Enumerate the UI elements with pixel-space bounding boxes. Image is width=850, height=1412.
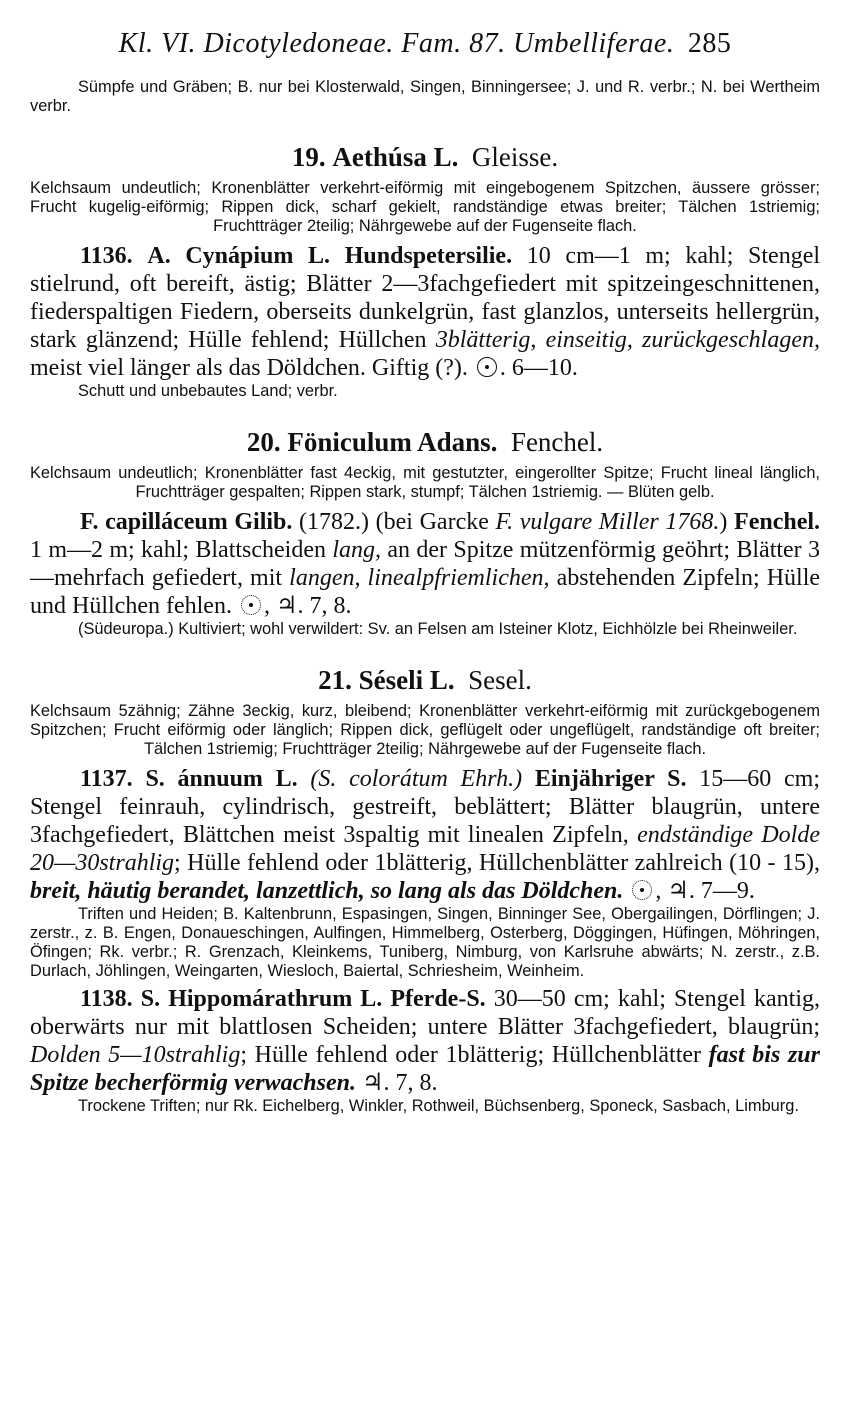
running-head bbox=[30, 28, 820, 60]
genus-description: Kelchsaum 5zähnig; Zähne 3eckig, kurz, bleibend; Kronenblätter verkehrt-eiförmig mit zurückgebogenem Spitzchen; Frucht eiförmig oder länglich; Rippen dick, geflügelt oder ungeflügelt, randständige oft breiter; Tälchen 1striemig; Fruchtträger 2teilig; Nährgewebe auf der Fugenseite flach. bbox=[30, 702, 820, 758]
species-name: A. Cynápium L. bbox=[147, 243, 331, 269]
species-text-italic: breit, häutig berandet, lanzettlich, so lang als das Döldchen. bbox=[30, 878, 624, 904]
genus-number: 19. bbox=[291, 142, 326, 172]
dotted-circle-icon bbox=[632, 880, 652, 900]
species-year: (1782.) bbox=[299, 509, 370, 535]
page bbox=[30, 28, 820, 1116]
species-text-italic: lang, bbox=[332, 537, 382, 563]
species-text-italic: 3blätterig, einseitig, zurückgeschlagen, bbox=[435, 327, 821, 353]
circle-dot-icon bbox=[477, 357, 497, 377]
species-habitat bbox=[30, 620, 820, 639]
species-text-italic: fast bis zur Spitze becherförmig verwachsen. bbox=[30, 1042, 820, 1096]
species-text: an der Spitze mützenförmig geöhrt; Blätter 3—mehrfach gefiedert, mit bbox=[30, 537, 821, 591]
habitat-text: Triften und Heiden; B. Kaltenbrunn, Espasingen, Singen, Binninger See, Obergailingen, Dörflingen; J. zerstr., z. B. Engen, Donaueschingen, Aulfingen, Himmelberg, Osterberg, Döggingen, Hüfingen, Möhringen, Öfingen; Rk. verbr.; R. Grenzach, Kleinkems, Tuniberg, Nimburg, von Karlsruhe abwärts; N. zerstr., z.B. Durlach, Jöhlingen, Weingarten, Wiesloch, Baiertal, Schriesheim, Weinheim. bbox=[30, 905, 820, 980]
genus-name: Föniculum Adans. bbox=[287, 427, 498, 457]
species-name: F. capilláceum Gilib. bbox=[80, 509, 293, 535]
species-number: 1136. bbox=[80, 243, 133, 269]
species-text-italic: Dolden 5—10strahlig bbox=[30, 1042, 241, 1068]
species-text: ; Hülle fehlend oder 1blätterig; Hüllchenblätter bbox=[240, 1042, 702, 1068]
species-number: 1138. bbox=[80, 986, 133, 1012]
habitat-text: Schutt und unbebautes Land; verbr. bbox=[78, 382, 338, 400]
species-synonym-close: ) bbox=[719, 509, 728, 535]
species-text: 10 cm—1 m; kahl; Stengel stielrund, oft bereift, ästig; Blätter 2—3fachgefiedert mit spitzeingeschnittenen, fiederspaltigen Fiedern, oberseits dunkelgrün, fast glanzlos, unterseits hellergrün, stark glänzend; Hülle fehlend; Hüllchen bbox=[30, 243, 821, 353]
species-common-name: Einjähriger S. bbox=[534, 766, 687, 792]
species-flowering: ♃. 7, 8. bbox=[361, 1070, 438, 1096]
genus-description: Kelchsaum undeutlich; Kronenblätter verkehrt-eiförmig mit eingebogenem Spitzchen, äussere grösser; Frucht kugelig-eiförmig; Rippen dick, scharf gekielt, randständige etwas breiter; Tälchen 1striemig; Fruchtträger 2teilig; Nährgewebe auf der Fugenseite flach. bbox=[30, 179, 820, 235]
species-common-name: Fenchel. bbox=[734, 509, 821, 535]
intro-habitat bbox=[30, 78, 820, 116]
genus-common-name: Sesel. bbox=[468, 665, 532, 695]
genus-number: 21. bbox=[318, 665, 352, 695]
species-flowering: , ♃. 7, 8. bbox=[263, 593, 352, 619]
genus-heading-aethusa bbox=[30, 142, 820, 173]
genus-common-name: Gleisse. bbox=[471, 142, 559, 172]
dotted-circle-icon bbox=[241, 595, 261, 615]
habitat-text: (Südeuropa.) Kultiviert; wohl verwildert: Sv. an Felsen am Isteiner Klotz, Eichhölzle bei Rheinweiler. bbox=[78, 620, 798, 638]
genus-heading-seseli bbox=[30, 665, 820, 696]
intro-text: Sümpfe und Gräben; B. nur bei Klosterwald, Singen, Binningersee; J. und R. verbr.; N. bei Wertheim verbr. bbox=[30, 78, 820, 115]
species-common-name: Pferde-S. bbox=[390, 986, 486, 1012]
species-habitat bbox=[30, 1097, 820, 1116]
species-text: ; Hülle fehlend oder 1blätterig, Hüllchenblätter zahlreich (10 - 15), bbox=[174, 850, 820, 876]
genus-name: Aethúsa L. bbox=[332, 142, 459, 172]
species-text: 30—50 cm; kahl; Stengel kantig, oberwärts nur mit blattlosen Scheiden; untere Blätter 3fachgefiedert, blaugrün; bbox=[30, 986, 821, 1040]
species-entry-1137 bbox=[30, 765, 820, 905]
genus-name: Séseli L. bbox=[358, 665, 455, 695]
species-synonym: (S. colorátum Ehrh.) bbox=[310, 766, 523, 792]
genus-number: 20. bbox=[246, 427, 281, 457]
species-common-name: Hundspetersilie. bbox=[344, 243, 513, 269]
species-text-italic: endständige Dolde 20—30strahlig bbox=[30, 822, 821, 876]
species-text: 1 m—2 m; kahl; Blattscheiden bbox=[30, 537, 327, 563]
genus-common-name: Fenchel. bbox=[510, 427, 604, 457]
species-entry-fenchel bbox=[30, 508, 820, 620]
species-synonym-italic: F. vulgare Miller 1768. bbox=[495, 509, 720, 535]
species-flowering: , ♃. 7—9. bbox=[655, 878, 755, 904]
species-entry-1136 bbox=[30, 242, 820, 382]
species-number: 1137. bbox=[80, 766, 133, 792]
species-text: abstehenden Zipfeln; Hülle und Hüllchen fehlen. bbox=[30, 565, 821, 619]
genus-heading-foeniculum bbox=[30, 427, 820, 458]
page-header-title: Kl. VI. Dicotyledoneae. Fam. 87. Umbelliferae. bbox=[118, 28, 675, 59]
genus-description: Kelchsaum undeutlich; Kronenblätter fast 4eckig, mit gestutzter, eingerollter Spitze; Frucht lineal länglich, Fruchtträger gespalten; Rippen stark, stumpf; Tälchen 1striemig. — Blüten gelb. bbox=[30, 464, 820, 501]
species-text: meist viel länger als das Döldchen. Giftig (?). bbox=[30, 355, 468, 381]
page-number: 285 bbox=[687, 28, 732, 59]
species-habitat bbox=[30, 382, 820, 401]
species-synonym: (bei Garcke bbox=[375, 509, 489, 535]
species-name: S. Hippomárathrum L. bbox=[140, 986, 383, 1012]
species-text: 15—60 cm; Stengel feinrauh, cylindrisch, gestreift, beblättert; Blätter blaugrün, untere 3fachgefiedert, Blättchen meist 3spaltig mit linealen Zipfeln, bbox=[30, 766, 821, 848]
habitat-text: Trockene Triften; nur Rk. Eichelberg, Winkler, Rothweil, Büchsenberg, Sponeck, Sasbach, Limburg. bbox=[78, 1097, 799, 1115]
species-flowering: . 6—10. bbox=[499, 355, 578, 381]
species-text-italic: langen, linealpfriemlichen, bbox=[289, 565, 550, 591]
species-habitat bbox=[30, 905, 820, 981]
species-entry-1138 bbox=[30, 985, 820, 1097]
species-name: S. ánnuum L. bbox=[145, 766, 298, 792]
